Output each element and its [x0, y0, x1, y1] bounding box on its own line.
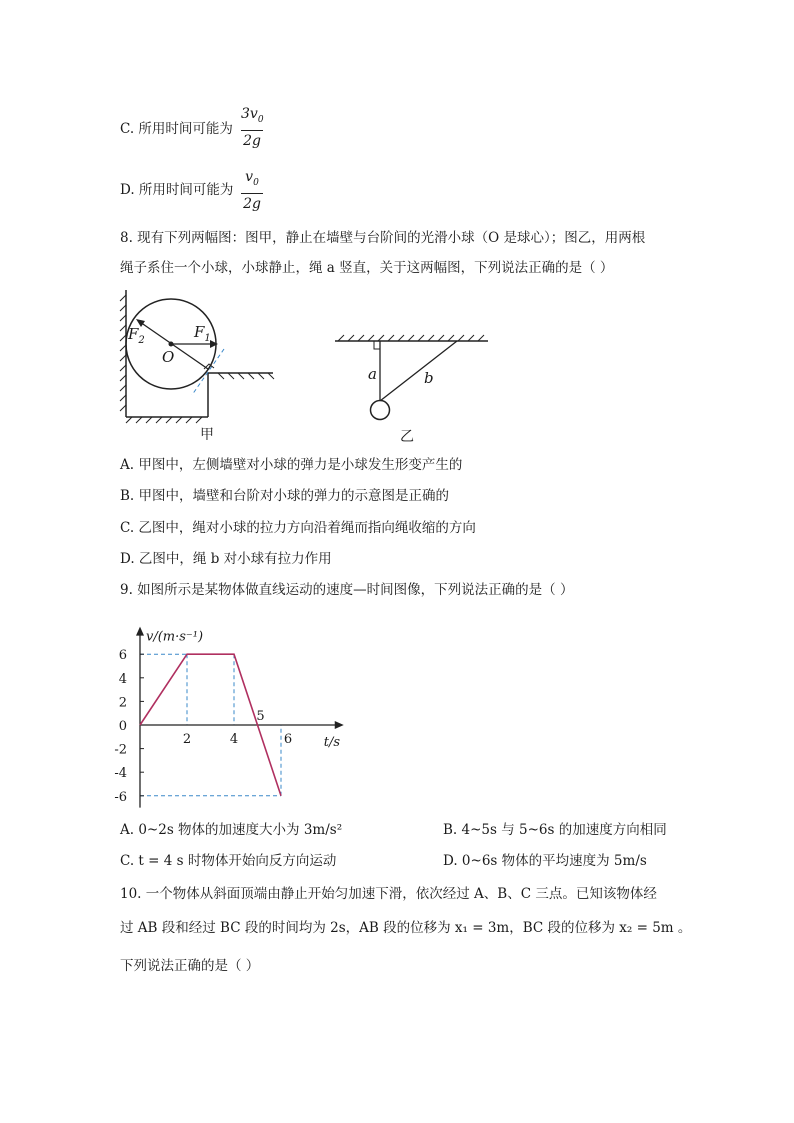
- q10-line3: 下列说法正确的是（ ）: [120, 958, 260, 974]
- x-tick-label: 5: [256, 709, 265, 724]
- y-tick-label: 2: [118, 695, 127, 711]
- y-tick-label: -2: [114, 742, 127, 758]
- q9-option-d: D. 0~6s 物体的平均速度为 5m/s: [443, 853, 647, 869]
- y-tick-label: 0: [118, 719, 127, 734]
- q8-stem-line2: 绳子系住一个小球，小球静止，绳 a 竖直，关于这两幅图，下列说法正确的是（ ）: [120, 260, 614, 276]
- label-o: O: [162, 348, 175, 366]
- y-axis-arrow: [136, 627, 144, 636]
- label-b: b: [424, 369, 434, 387]
- q8-option-c: C. 乙图中，绳对小球的拉力方向沿着绳而指向绳收缩的方向: [120, 520, 476, 536]
- label-a: a: [368, 365, 377, 383]
- q7-option-d: D. 所用时间可能为: [120, 182, 234, 198]
- q9-option-a: A. 0~2s 物体的加速度大小为 3m/s²: [120, 822, 343, 838]
- q10-line1: 10. 一个物体从斜面顶端由静止开始匀加速下滑，依次经过 A、B、C 三点。已知该物体经: [120, 886, 657, 902]
- x-tick-label: 4: [229, 732, 239, 747]
- q8-stem-line1: 8. 现有下列两幅图：图甲，静止在墙壁与台阶间的光滑小球（O 是球心）；图乙，用两根: [120, 230, 646, 246]
- y-tick-label: 4: [118, 671, 127, 687]
- x-axis-arrow: [335, 721, 344, 729]
- q9-option-b: B. 4~5s 与 5~6s 的加速度方向相同: [443, 822, 667, 838]
- figure-yi: [330, 325, 495, 445]
- y-axis-label: v/(m·s⁻¹): [146, 629, 204, 645]
- x-tick-label: 6: [283, 732, 293, 747]
- q7-option-c: C. 所用时间可能为: [120, 121, 233, 137]
- q7-option-d-fraction: $v_0$ 2g: [241, 168, 263, 213]
- y-tick-label: -6: [114, 789, 127, 805]
- q9-option-c: C. t = 4 s 时物体开始向反方向运动: [120, 853, 337, 869]
- x-axis-label: t/s: [323, 735, 341, 750]
- label-f1: $F_1$: [194, 323, 211, 344]
- caption-yi: 乙: [400, 429, 414, 445]
- y-tick-label: -4: [114, 766, 127, 782]
- velocity-time-chart: [110, 612, 360, 812]
- q7-option-c-fraction: $3v_0$ 2g: [241, 106, 264, 149]
- q9-stem: 9. 如图所示是某物体做直线运动的速度—时间图像，下列说法正确的是（ ）: [120, 582, 574, 598]
- y-tick-label: 6: [118, 648, 127, 664]
- q8-option-a: A. 甲图中，左侧墙壁对小球的弹力是小球发生形变产生的: [120, 457, 463, 473]
- figure-jia: [118, 285, 288, 440]
- q8-option-b: B. 甲图中，墙壁和台阶对小球的弹力的示意图是正确的: [120, 488, 450, 504]
- q10-line2: 过 AB 段和经过 BC 段的时间均为 2s，AB 段的位移为 x₁ = 3m，BC 段的位移为 x₂ = 5m 。: [120, 920, 692, 936]
- caption-jia: 甲: [200, 427, 214, 440]
- label-f2: $F_2$: [128, 325, 145, 346]
- q8-option-d: D. 乙图中，绳 b 对小球有拉力作用: [120, 551, 332, 567]
- x-tick-label: 2: [182, 732, 192, 747]
